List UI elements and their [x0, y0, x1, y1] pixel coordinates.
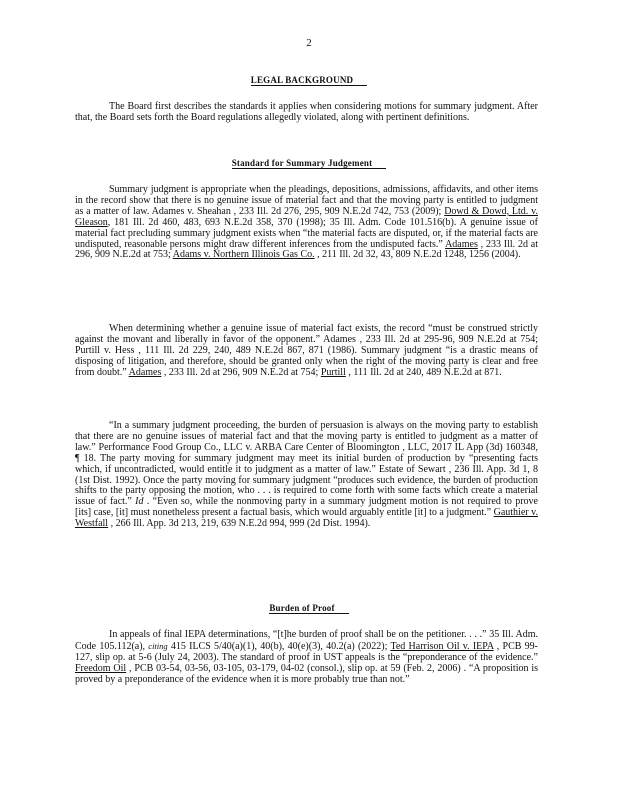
text-run: In appeals of final IEPA determinations, “[t]he burden of proof shall be on the petitioner. . . .” 35 Ill. Adm. Code 105.112(a),: [75, 629, 538, 652]
paragraph-intro: The Board first describes the standards it applies when considering motions for summary judgment. After that, the Board sets forth the Board regulations allegedly violated, along with pertinent definitions.: [75, 101, 538, 123]
text-run: Summary judgment is appropriate when the pleadings, depositions, admissions, affidavits, and other items in the record show that there is no genuine issue of material fact and that the moving party is entitled to judgment as a matter of law. Adames v. Sheahan , 233 Ill. 2d 276, 295, 909 N.E.2d 742, 753 (2009);: [75, 184, 538, 217]
heading-standard-summary-judgment-text: Standard for Summary Judgement: [232, 158, 387, 169]
paragraph-burden-of-proof: [75, 630, 538, 686]
text-run: , PCB 99-127, slip op. at 5-6 (July 24, 2003). The standard of proof in UST appeals is the “preponderance of the evidence.”: [75, 640, 538, 663]
heading-burden-of-proof: [0, 603, 618, 613]
text-run: When determining whether a genuine issue of material fact exists, the record “must be construed strictly against the movant and liberally in favor of the opponent.” Adames , 233 Ill. 2d at 295-96, 909 N.E.2d at 754; Purtill v. Hess , 111 Ill. 2d 229, 240, 489 N.E.2d 867, 871 (1986). Summary judgment “is a drastic means of disposing of litigation, and therefore, should be granted only when the right of the moving party is clear and free from doubt.”: [75, 323, 538, 378]
case-citation: Gauthier v. Westfall: [75, 507, 538, 530]
text-run: , 233 Ill. 2d at 296, 909 N.E.2d at 754;: [161, 366, 321, 378]
text-run: , 111 Ill. 2d at 240, 489 N.E.2d at 871.: [345, 366, 502, 378]
case-citation: Ted Harrison Oil v. IEPA: [390, 640, 494, 652]
case-citation: Adames: [128, 366, 162, 378]
text-run: . “Even so, while the nonmoving party in a summary judgment motion is not required to prove [its] case, [it] must nonetheless present a factual basis, which would arguably entitle [it] to a judgment.”: [75, 496, 538, 519]
heading-legal-background-text: LEGAL BACKGROUND: [251, 75, 367, 86]
citing-signal: citing: [148, 640, 168, 651]
case-citation: Adames: [445, 238, 478, 250]
heading-legal-background: [0, 75, 618, 85]
heading-standard-summary-judgment: [0, 158, 618, 168]
heading-burden-of-proof-text: Burden of Proof: [269, 603, 348, 614]
text-run: 415 ILCS 5/40(a)(1), 40(b), 40(e)(3), 40.2(a) (2022);: [167, 640, 391, 652]
text-run: “In a summary judgment proceeding, the burden of persuasion is always on the moving party to establish that there are no genuine issues of material fact and that the moving party is entitled to judgment as a matter of law.” Performance Food Group Co., LLC v. ARBA Care Center of Bloomington , LLC, 2017 IL App (3d) 160348, ¶ 18. The party moving for summary judgment may meet its initial burden of production by “presenting facts which, if uncontradicted, would entitle it to judgment as a matter of law.” Estate of Sewart , 236 Ill. App. 3d 1, 8 (1st Dist. 1992). Once the party moving for summary judgment “produces such evidence, the burden of production shifts to the party opposing the motion, who . . . is required to come forth with some facts which create a material issue of fact.”: [75, 420, 538, 508]
case-citation: Dowd & Dowd, Ltd. v. Gleason: [75, 205, 539, 228]
paragraph-burden-of-persuasion: [75, 421, 538, 530]
case-citation: Freedom Oil: [75, 662, 127, 674]
paragraph-genuine-issue: [75, 324, 538, 379]
case-citation: Purtill: [320, 366, 346, 378]
id-signal: Id: [135, 496, 144, 508]
text-run: , 233 Ill. 2d at 296, 909 N.E.2d at 753;: [75, 238, 538, 261]
page-number: 2: [306, 37, 312, 49]
text-run: , PCB 03-54, 03-56, 03-105, 03-179, 04-02 (consol.), slip op. at 59 (Feb. 2, 2006) . “A proposition is proved by a preponderance of the evidence when it is more probably true than not.”: [75, 662, 538, 685]
paragraph-summary-judgment-standard: [75, 185, 538, 261]
case-citation: Adams v. Northern Illinois Gas Co.: [172, 249, 315, 261]
text-run: , 266 Ill. App. 3d 213, 219, 639 N.E.2d 994, 999 (2d Dist. 1994).: [108, 518, 371, 530]
text-run: , 181 Ill. 2d 460, 483, 693 N.E.2d 358, 370 (1998); 35 Ill. Adm. Code 101.516(b). A genuine issue of material fact precluding summary judgment exists when “the material facts are disputed, or, if the material facts are undisputed, reasonable persons might draw different inferences from the undisputed facts.”: [75, 216, 538, 250]
text-run: , 211 Ill. 2d 32, 43, 809 N.E.2d 1248, 1256 (2004).: [314, 249, 521, 261]
